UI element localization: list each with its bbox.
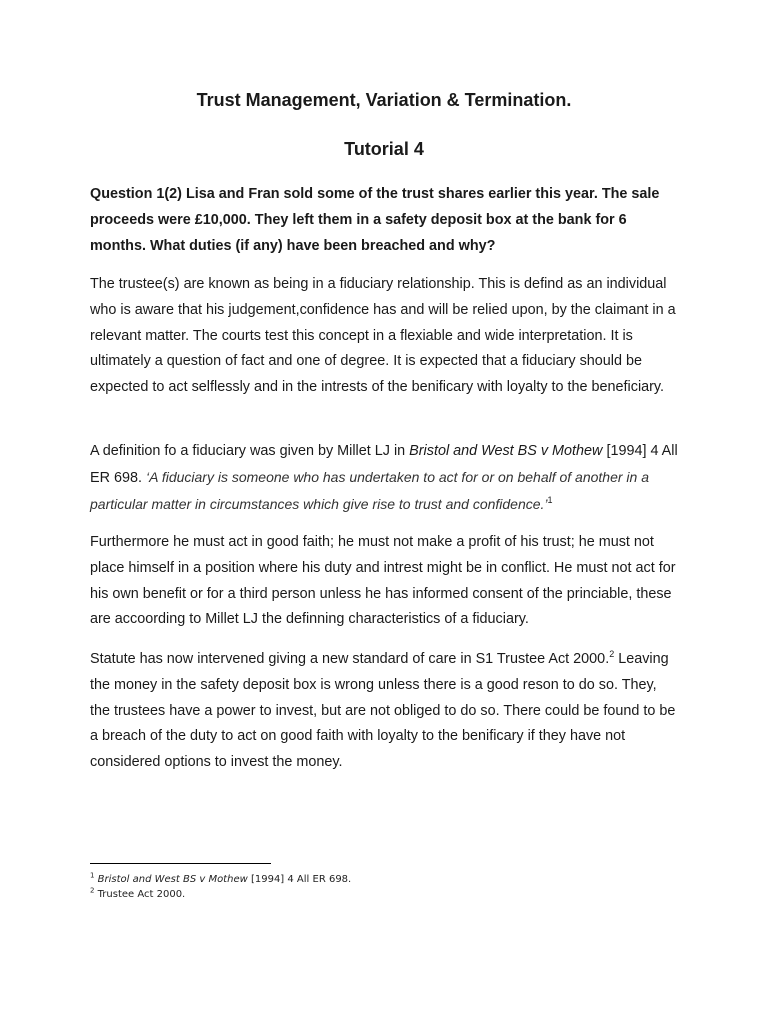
body-paragraph-2: [90, 439, 680, 518]
tutorial-heading: Tutorial 4: [344, 139, 424, 159]
body-paragraph-4: [90, 647, 680, 776]
footnote-1-case: Bristol and West BS v Mothew: [97, 874, 248, 885]
footnote-1-text: [1994] 4 All ER 698.: [247, 874, 352, 885]
footnote-2: [90, 888, 185, 902]
footnote-2-mark: 2: [90, 886, 95, 895]
footnote-ref-1[interactable]: 1: [547, 494, 553, 505]
footnote-ref-2[interactable]: 2: [609, 649, 615, 660]
paragraph-4-rest: Leaving the money in the safety deposit box is wrong unless there is a good reson to do so. They, the trustees have a power to invest, but are not obliged to do so. There could be found to be a breach of the duty to act on good faith with loyalty to the benificary if they have not considered options to invest the money.: [90, 651, 676, 771]
question-paragraph: Question 1(2) Lisa and Fran sold some of the trust shares earlier this year. The sale proceeds were £10,000. They left them in a safety deposit box at the bank for 6 months. What duties (if any) have been breached and why?: [90, 186, 660, 254]
footnote-2-text: Trustee Act 2000.: [94, 889, 186, 900]
case-citation: [1994] 4 All ER 698.: [90, 443, 678, 486]
footnote-divider: [90, 863, 271, 864]
body-paragraph-1: The trustee(s) are known as being in a fiduciary relationship. This is defind as an individual who is aware that his judgement,confidence has and will be relied upon, by the claimant in a relevant matter. The courts test this concept in a flexiable and wide interpretation. It is ultimately a question of fact and one of degree. It is expected that a fiduciary should be expected to act selflessly and in the intrests of the benificary with loyalty to the beneficiary.: [90, 276, 676, 396]
paragraph-2-lead: A definition fo a fiduciary was given by Millet LJ in: [90, 443, 410, 459]
body-paragraph-3: Furthermore he must act in good faith; he must not make a profit of his trust; he must not place himself in a position where his duty and intrest might be in conflict. He must not act for his own benefit or for a third person unless he has informed consent of the princiable, these are accoording to Millet LJ the definning characteristics of a fiduciary.: [90, 534, 676, 628]
document-title: Trust Management, Variation & Termination.: [196, 90, 572, 110]
case-name: Bristol and West BS v Mothew: [409, 443, 603, 459]
footnote-1-mark: 1: [90, 871, 95, 880]
paragraph-4-lead: Statute has now intervened giving a new standard of care in S1 Trustee Act 2000.: [90, 651, 610, 667]
fiduciary-quote: ‘A fiduciary is someone who has undertaken to act for or on behalf of another in a particular matter in circumstances which give rise to trust and confidence.’: [90, 468, 650, 512]
footnote-1: [90, 873, 351, 887]
